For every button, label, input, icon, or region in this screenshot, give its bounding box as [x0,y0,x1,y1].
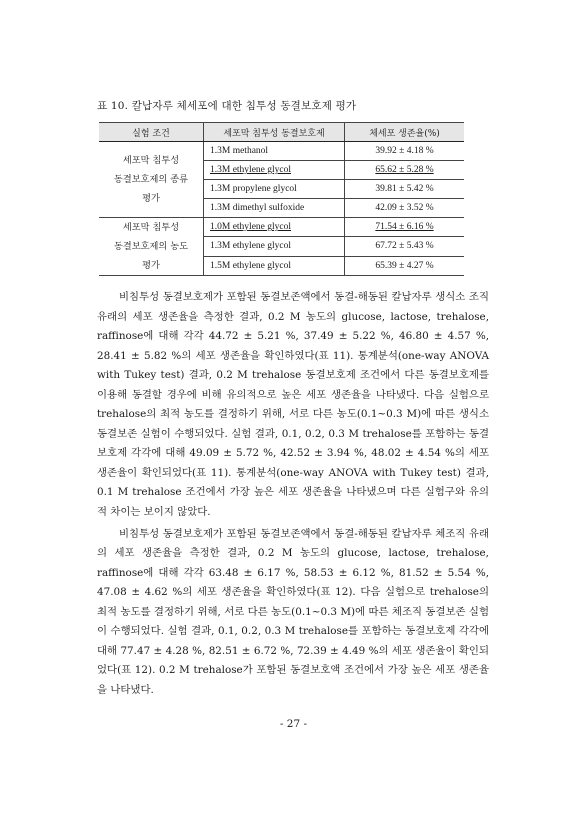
group-label-text: 세포막 침투성 동결보호제의 종류 평가 [114,155,188,204]
survival-table [99,122,464,276]
value-cell: 39.92 ± 4.18 % [345,142,465,161]
agent-cell: 1.3M dimethyl sulfoxide [204,199,345,218]
body-text [97,288,489,700]
header-agent: 세포막 침투성 동결보호제 [204,123,345,142]
value-cell: 65.39 ± 4.27 % [345,256,465,275]
table-row [99,218,464,237]
table-header-row [99,123,464,142]
table-row [99,142,464,161]
agent-cell: 1.5M ethylene glycol [204,256,345,275]
agent-cell-highlighted: 1.0M ethylene glycol [204,218,345,237]
paragraph-gonad: 비침투성 동결보호제가 포함된 동결보존액에서 동결-해동된 칼납자루 생식소 조직 유래의 세포 생존율을 측정한 결과, 0.2 M 농도의 glucose, lactose, trehalose, raffinose에 대해 각각 44.72 ± 5.21 %, 37.49 ± 5.22 %, 46.80 ± 4.57 %, 28.41 ± 5.82 %의 세포 생존율을 확인하였다(표 11). 통계분석(one-way ANOVA with Tukey test) 결과, 0.2 M trehalose 동결보호제 조건에서 다른 동결보호제를 이용해 동결할 경우에 비해 유의적으로 높은 세포 생존율을 나타냈다. 다음 실험으로 trehalose의 최적 농도를 결정하기 위해, 서로 다른 농도(0.1~0.3 M)에 따른 생식소 동결보존 실험이 수행되었다. 실험 결과, 0.1, 0.2, 0.3 M trehalose를 포함하는 동결보호제 각각에 대해 49.09 ± 5.72 %, 42.52 ± 3.94 %, 48.02 ± 4.54 %의 세포 생존율이 확인되었다(표 11). 통계분석(one-way ANOVA with Tukey test) 결과, 0.1 M trehalose 조건에서 가장 높은 세포 생존율을 나타냈으며 다른 실험구와 유의적 차이는 보이지 않았다. [97,291,489,519]
header-survival: 체세포 생존율(%) [345,123,465,142]
agent-cell: 1.3M methanol [204,142,345,161]
paragraph-somatic: 비침투성 동결보호제가 포함된 동결보존액에서 동결-해동된 칼납자루 체조직 유래의 세포 생존율을 측정한 결과, 0.2 M 농도의 glucose, lactose, trehalose, raffinose에 대해 각각 63.48 ± 6.17 %, 58.53 ± 6.12 %, 81.52 ± 5.54 %, 47.08 ± 4.62 %의 세포 생존율을 확인하였다(표 12). 다음 실험으로 trehalose의 최적 농도를 결정하기 위해, 서로 다른 농도(0.1~0.3 M)에 따른 체조직 동결보존 실험이 수행되었다. 실험 결과, 0.1, 0.2, 0.3 M trehalose를 포함하는 동결보호제 각각에 대해 77.47 ± 4.28 %, 82.51 ± 6.72 %, 72.39 ± 4.49 %의 세포 생존율이 확인되었다(표 12). 0.2 M trehalose가 포함된 동결보호액 조건에서 가장 높은 세포 생존율을 나타냈다. [97,527,489,696]
value-cell: 67.72 ± 5.43 % [345,237,465,256]
agent-cell-highlighted: 1.3M ethylene glycol [204,161,345,180]
group-label-type [99,142,204,218]
agent-cell: 1.3M ethylene glycol [204,237,345,256]
value-cell: 42.09 ± 3.52 % [345,199,465,218]
page-number: - 27 - [279,718,308,730]
group-label-concentration [99,218,204,276]
header-condition: 실험 조건 [99,123,204,142]
group-label-text: 세포막 침투성 동결보호제의 농도 평가 [114,222,188,271]
table-caption: 표 10. 칼납자루 체세포에 대한 침투성 동결보호제 평가 [97,100,357,112]
agent-cell: 1.3M propylene glycol [204,180,345,199]
value-cell-highlighted: 65.62 ± 5.28 % [345,161,465,180]
value-cell-highlighted: 71.54 ± 6.16 % [345,218,465,237]
value-cell: 39.81 ± 5.42 % [345,180,465,199]
